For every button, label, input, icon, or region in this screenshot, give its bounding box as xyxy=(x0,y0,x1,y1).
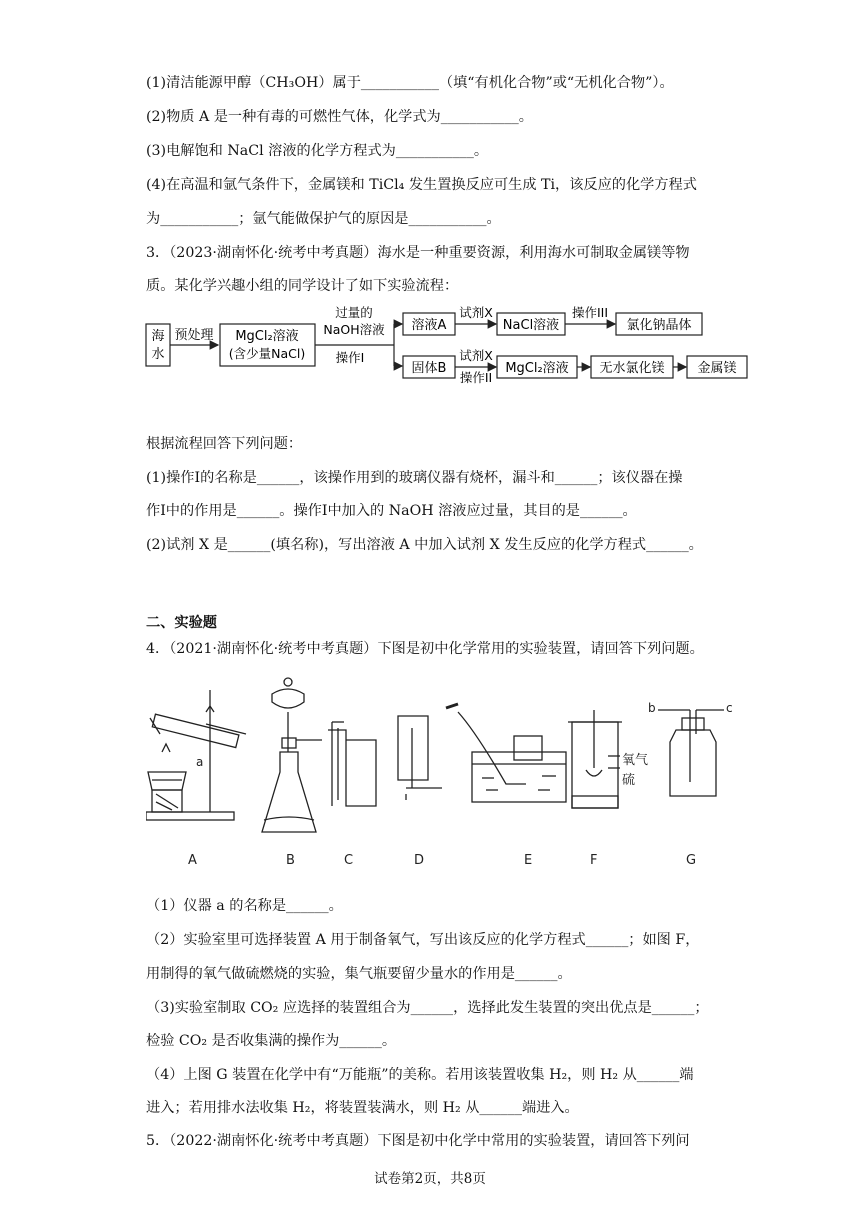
flow-mgcl2-mix: MgCl₂溶液 xyxy=(235,329,299,344)
q4-part-4: （4）上图 G 装置在化学中有“万能瓶”的美称。若用该装置收集 H₂，则 H₂ 从______端 xyxy=(146,1067,694,1083)
apparatus-label-a: A xyxy=(188,853,197,868)
q4-part-2: （2）实验室里可选择装置 A 用于制备氧气，写出该反应的化学方程式______；如图 F， xyxy=(146,932,700,948)
flow-pretreat: 预处理 xyxy=(174,328,214,343)
q2-part-3: (3)电解饱和 NaCl 溶液的化学方程式为___________。 xyxy=(146,143,489,159)
apparatus-e xyxy=(446,704,566,802)
flow-anhydrous-mgcl2: 无水氯化镁 xyxy=(599,361,665,376)
q4-part-3: （3)实验室制取 CO₂ 应选择的装置组合为______，选择此发生装置的突出优点是______； xyxy=(146,1000,709,1016)
apparatus-label-d: D xyxy=(414,853,425,868)
flow-metal-mg: 金属镁 xyxy=(697,361,737,376)
q5-intro: 5．（2022·湖南怀化·统考中考真题）下图是初中化学中常用的实验装置，请回答下列问 xyxy=(146,1133,690,1149)
q2-part-4: (4)在高温和氩气条件下，金属镁和 TiCl₄ 发生置换反应可生成 Ti，该反应的化学方程式 xyxy=(146,177,697,193)
q3-intro-line2: 质。某化学兴趣小组的同学设计了如下实验流程： xyxy=(146,278,459,294)
flow-solid-b: 固体B xyxy=(411,361,447,376)
flow-naoh-1: 过量的 xyxy=(335,305,373,320)
label-a: a xyxy=(196,755,204,769)
apparatus-label-b: B xyxy=(286,853,295,868)
flow-op1: 操作I xyxy=(335,350,365,365)
q4-part-2-cont: 用制得的氧气做硫燃烧的实验，集气瓶要留少量水的作用是______。 xyxy=(146,966,572,982)
q3-part-2: (2)试剂 X 是______(填名称)，写出溶液 A 中加入试剂 X 发生反应的化学方程式______。 xyxy=(146,537,703,553)
q4-apparatus-diagram xyxy=(146,672,746,872)
apparatus-label-e: E xyxy=(524,853,533,868)
flow-reagent-x-bottom: 试剂X xyxy=(459,348,493,363)
flow-mgcl2-solution: MgCl₂溶液 xyxy=(505,361,569,376)
q3-intro-line1: 3．（2023·湖南怀化·统考中考真题）海水是一种重要资源，利用海水可制取金属镁等物 xyxy=(146,245,690,261)
label-b: b xyxy=(648,701,656,715)
q3-flowchart xyxy=(144,304,764,384)
flow-naoh-2: NaOH溶液 xyxy=(323,322,385,337)
flow-mgcl2-mix-note: (含少量NaCl) xyxy=(228,346,306,361)
apparatus-g xyxy=(658,710,724,796)
q3-part-1-cont: 作I中的作用是______。操作I中加入的 NaOH 溶液应过量，其目的是______。 xyxy=(146,503,637,519)
q4-intro: 4．（2021·湖南怀化·统考中考真题）下图是初中化学常用的实验装置，请回答下列问题。 xyxy=(146,641,704,657)
q4-part-1: （1）仪器 a 的名称是______。 xyxy=(146,898,343,914)
q4-part-4-cont: 进入；若用排水法收集 H₂，将装置装满水，则 H₂ 从______端进入。 xyxy=(146,1100,579,1116)
page-footer: 试卷第2页，共8页 xyxy=(374,1171,486,1187)
label-oxygen: 氧气 xyxy=(622,753,649,768)
q3-part-1: (1)操作I的名称是______，该操作用到的玻璃仪器有烧杯，漏斗和______；该仪器在操 xyxy=(146,470,683,486)
flow-nacl-solution: NaCl溶液 xyxy=(502,318,560,333)
flow-seawater-2: 水 xyxy=(151,347,165,362)
q4-part-3-cont: 检验 CO₂ 是否收集满的操作为______。 xyxy=(146,1033,397,1049)
apparatus-f xyxy=(568,710,622,808)
apparatus-label-f: F xyxy=(590,853,598,868)
label-sulfur: 硫 xyxy=(622,773,636,788)
flow-nacl-crystal: 氯化钠晶体 xyxy=(626,318,692,333)
apparatus-label-c: C xyxy=(344,853,354,868)
section-title: 二、实验题 xyxy=(146,615,217,631)
apparatus-d xyxy=(398,716,442,800)
label-c: c xyxy=(726,701,733,715)
flow-seawater-1: 海 xyxy=(151,329,165,344)
q3-prompt: 根据流程回答下列问题： xyxy=(146,436,303,452)
flow-reagent-x-top: 试剂X xyxy=(459,305,493,320)
apparatus-b xyxy=(262,678,322,832)
apparatus-label-g: G xyxy=(686,853,697,868)
flow-op3: 操作III xyxy=(571,305,609,320)
q2-part-4-cont: 为___________；氩气能做保护气的原因是___________。 xyxy=(146,211,501,227)
flow-solution-a: 溶液A xyxy=(411,318,447,333)
q2-part-2: (2)物质 A 是一种有毒的可燃性气体，化学式为___________。 xyxy=(146,109,533,125)
q2-part-1: (1)清洁能源甲醇（CH₃OH）属于___________（填“有机化合物”或“无机化合物”）。 xyxy=(146,75,674,91)
apparatus-c xyxy=(328,722,376,806)
flow-op2: 操作II xyxy=(459,370,493,384)
